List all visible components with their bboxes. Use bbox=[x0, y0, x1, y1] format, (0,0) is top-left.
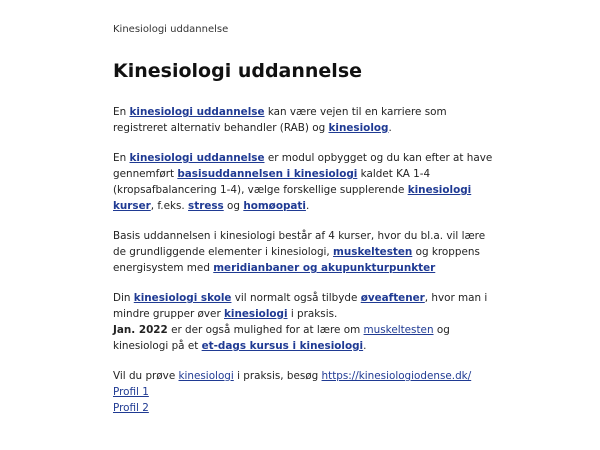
paragraph-intro bbox=[113, 104, 493, 136]
text: . bbox=[305, 200, 310, 212]
link-oeveaftener[interactable]: øveaftener bbox=[360, 292, 425, 304]
paragraph-modules bbox=[113, 150, 493, 214]
text: , hvor man i mindre grupper øver bbox=[113, 292, 488, 320]
text: . bbox=[363, 340, 367, 352]
link-homoeopati[interactable]: homøopati bbox=[243, 200, 306, 212]
site-title: Kinesiologi uddannelse bbox=[113, 24, 229, 35]
text: En bbox=[113, 106, 130, 118]
link-kinesiologi-uddannelse[interactable]: kinesiologi uddannelse bbox=[129, 106, 265, 118]
link-kinesiologi-2[interactable]: kinesiologi bbox=[178, 370, 234, 382]
text: i praksis. bbox=[287, 308, 338, 320]
article-body bbox=[113, 104, 493, 416]
link-kinesiologi-kurser[interactable]: kinesiologi kurser bbox=[113, 184, 472, 212]
text: Din bbox=[113, 292, 134, 304]
text: og kroppens energisystem med bbox=[113, 246, 480, 274]
text: Vil du prøve bbox=[113, 370, 179, 382]
link-kinesiologi-uddannelse-2[interactable]: kinesiologi uddannelse bbox=[129, 152, 265, 164]
text: kan være vejen til en karriere som registreret alternativ behandler (RAB) og bbox=[113, 106, 447, 134]
page-heading: Kinesiologi uddannelse bbox=[113, 60, 363, 82]
link-profil-2[interactable]: Profil 2 bbox=[113, 402, 149, 414]
text: En bbox=[113, 152, 130, 164]
link-muskeltesten-2[interactable]: muskeltesten bbox=[363, 324, 434, 336]
text: kaldet KA 1-4 (kropsafbalancering 1-4), vælge forskellige supplerende bbox=[113, 168, 431, 196]
link-profil-1[interactable]: Profil 1 bbox=[113, 386, 149, 398]
paragraph-basis bbox=[113, 228, 493, 276]
link-kinesiologi[interactable]: kinesiologi bbox=[224, 308, 288, 320]
paragraph-school bbox=[113, 290, 493, 354]
text: og bbox=[223, 200, 244, 212]
link-et-dags-kursus[interactable]: et-dags kursus i kinesiologi bbox=[201, 340, 364, 352]
text: er der også mulighed for at lære om bbox=[167, 324, 364, 336]
link-muskeltesten[interactable]: muskeltesten bbox=[333, 246, 413, 258]
text: vil normalt også tilbyde bbox=[231, 292, 361, 304]
link-basisuddannelsen[interactable]: basisuddannelsen i kinesiologi bbox=[177, 168, 358, 180]
text: , f.eks. bbox=[150, 200, 189, 212]
text: . bbox=[388, 122, 392, 134]
link-kinesiologiodense[interactable]: https://kinesiologiodense.dk/ bbox=[321, 370, 472, 382]
link-kinesiologi-skole[interactable]: kinesiologi skole bbox=[133, 292, 232, 304]
link-meridianbaner[interactable]: meridianbaner og akupunkturpunkter bbox=[213, 262, 436, 274]
link-kinesiolog[interactable]: kinesiolog bbox=[328, 122, 389, 134]
paragraph-try bbox=[113, 368, 493, 416]
text: og kinesiologi på et bbox=[113, 324, 450, 352]
text: Basis uddannelsen i kinesiologi består af 4 kurser, hvor du bl.a. vil lære de grundliggende elementer i kinesiologi, bbox=[113, 230, 486, 258]
link-stress[interactable]: stress bbox=[188, 200, 224, 212]
text: i praksis, besøg bbox=[233, 370, 322, 382]
date-highlight: Jan. 2022 bbox=[113, 324, 168, 336]
text: er modul opbygget og du kan efter at have gennemført bbox=[113, 152, 493, 180]
